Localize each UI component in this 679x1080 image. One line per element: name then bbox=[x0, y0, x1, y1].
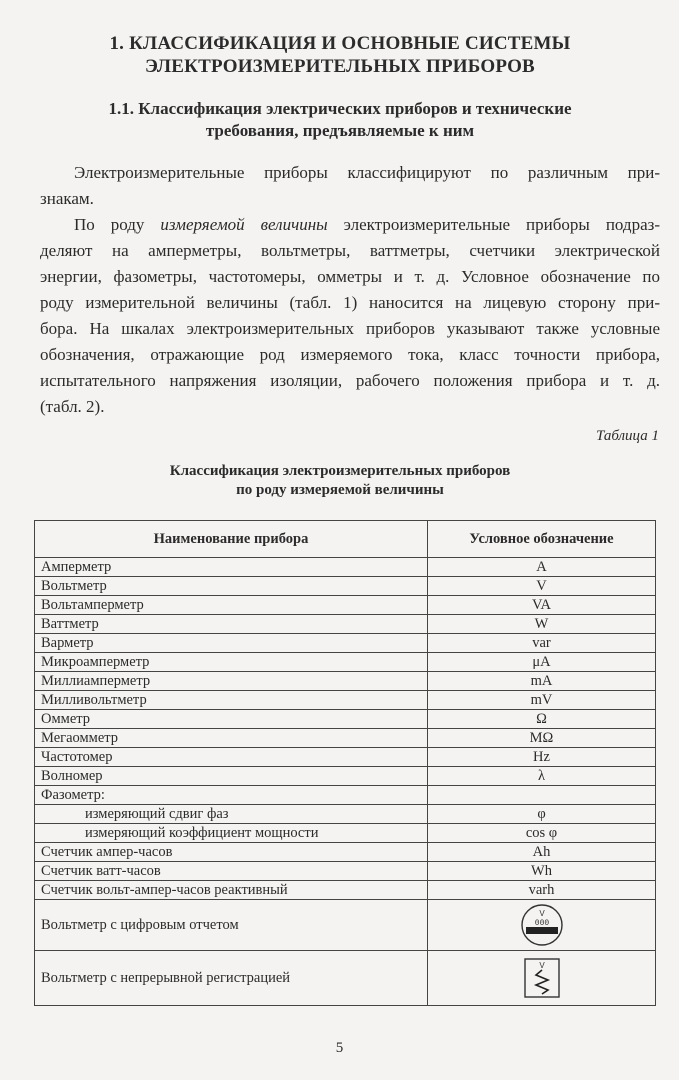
instrument-name: Частотомер bbox=[35, 748, 428, 767]
table-row bbox=[35, 672, 656, 691]
paragraph-2-line4: роду измерительной величины (табл. 1) наносится на лицевую сторону при- bbox=[40, 293, 660, 312]
paragraph-2-line1 bbox=[40, 212, 660, 238]
digital-voltmeter-name: Вольтметр с цифровым отчетом bbox=[35, 900, 428, 951]
table-row bbox=[35, 653, 656, 672]
paragraph-1-line1: Электроизмерительные приборы классифицируют по различным при- bbox=[74, 163, 660, 182]
paragraph-2-line5: бора. На шкалах электроизмерительных приборов указывают также условные bbox=[40, 319, 660, 338]
phasemeter-symbol-empty bbox=[428, 786, 656, 805]
table-row bbox=[35, 558, 656, 577]
table-row bbox=[35, 577, 656, 596]
subsection-heading bbox=[60, 98, 620, 142]
instrument-name: Омметр bbox=[35, 710, 428, 729]
phasemeter-cos-name: измеряющий коэффициент мощности bbox=[35, 824, 428, 843]
table-label: Таблица 1 bbox=[596, 428, 659, 444]
table-row bbox=[35, 843, 656, 862]
instrument-symbol: λ bbox=[428, 767, 656, 786]
instrument-name: Вольтметр bbox=[35, 577, 428, 596]
table-row bbox=[35, 748, 656, 767]
table-header-row bbox=[35, 521, 656, 558]
recording-icon-label: V bbox=[538, 961, 545, 970]
table-row bbox=[35, 729, 656, 748]
paragraph-2-line6: обозначения, отражающие род измеряемого тока, класс точности прибора, bbox=[40, 345, 660, 364]
page-number: 5 bbox=[335, 1040, 344, 1056]
digital-icon-label: V bbox=[538, 909, 545, 918]
table-row bbox=[35, 767, 656, 786]
table-body-meters bbox=[35, 843, 656, 900]
instrument-symbol: varh bbox=[428, 881, 656, 900]
paragraph-2-line1-pre: По роду bbox=[74, 215, 161, 234]
phasemeter-cos-symbol: cos φ bbox=[428, 824, 656, 843]
instrument-symbol: VA bbox=[428, 596, 656, 615]
instrument-symbol: Wh bbox=[428, 862, 656, 881]
instrument-name: Волномер bbox=[35, 767, 428, 786]
header-instrument-name: Наименование прибора bbox=[35, 521, 428, 558]
paragraph-2-line2: деляют на амперметры, вольтметры, ваттметры, счетчики электрической bbox=[40, 241, 660, 260]
instrument-symbol: μA bbox=[428, 653, 656, 672]
table-row bbox=[35, 596, 656, 615]
instrument-name: Счетчик ампер-часов bbox=[35, 843, 428, 862]
instrument-name: Милливольтметр bbox=[35, 691, 428, 710]
paragraph-2-line3: энергии, фазометры, частотомеры, омметры и т. д. Условное обозначение по bbox=[40, 267, 660, 286]
instrument-symbol: var bbox=[428, 634, 656, 653]
phasemeter-shift-name: измеряющий сдвиг фаз bbox=[35, 805, 428, 824]
phasemeter-shift-symbol: φ bbox=[428, 805, 656, 824]
instrument-symbol: mV bbox=[428, 691, 656, 710]
section-heading-line1: 1. КЛАССИФИКАЦИЯ И ОСНОВНЫЕ СИСТЕМЫ bbox=[109, 33, 571, 54]
section-heading-line2: ЭЛЕКТРОИЗМЕРИТЕЛЬНЫХ ПРИБОРОВ bbox=[145, 56, 535, 77]
table-row bbox=[35, 710, 656, 729]
paragraph-2 bbox=[40, 212, 660, 420]
instrument-name: Миллиамперметр bbox=[35, 672, 428, 691]
table-row bbox=[35, 615, 656, 634]
instrument-symbol: MΩ bbox=[428, 729, 656, 748]
instrument-name: Вольтамперметр bbox=[35, 596, 428, 615]
instrument-symbol: W bbox=[428, 615, 656, 634]
table-caption bbox=[60, 462, 620, 500]
table-row-phasemeter bbox=[35, 786, 656, 805]
table-row bbox=[35, 691, 656, 710]
paragraph-1-line2: знакам. bbox=[40, 189, 94, 208]
instrument-symbol: Hz bbox=[428, 748, 656, 767]
table-caption-line1: Классификация электроизмерительных приборов bbox=[169, 463, 511, 479]
instrument-name: Счетчик вольт-ампер-часов реактивный bbox=[35, 881, 428, 900]
emphasis-measured-quantity: измеряемой величины bbox=[160, 215, 328, 234]
digital-readout-icon bbox=[520, 903, 564, 947]
subsection-heading-line2: требования, предъявляемые к ним bbox=[205, 121, 475, 140]
table-row bbox=[35, 881, 656, 900]
table-row bbox=[35, 634, 656, 653]
instrument-name: Варметр bbox=[35, 634, 428, 653]
instrument-symbol: Ω bbox=[428, 710, 656, 729]
table-row-digital-voltmeter bbox=[35, 900, 656, 951]
paragraph-2-line7: испытательного напряжения изоляции, рабочего положения прибора и т. д. bbox=[40, 371, 660, 390]
instrument-name: Амперметр bbox=[35, 558, 428, 577]
digital-voltmeter-symbol bbox=[428, 900, 656, 951]
instrument-name: Микроамперметр bbox=[35, 653, 428, 672]
instrument-symbol: Ah bbox=[428, 843, 656, 862]
phasemeter-name: Фазометр: bbox=[35, 786, 428, 805]
instrument-table bbox=[34, 520, 656, 1006]
table-row bbox=[35, 862, 656, 881]
table-caption-line2: по роду измеряемой величины bbox=[236, 482, 444, 498]
digital-icon-display: 000 bbox=[534, 919, 549, 928]
instrument-name: Мегаомметр bbox=[35, 729, 428, 748]
subsection-heading-line1: 1.1. Классификация электрических приборов и технические bbox=[108, 99, 572, 118]
instrument-symbol: V bbox=[428, 577, 656, 596]
recording-chart-icon bbox=[522, 956, 562, 1000]
table-body-main bbox=[35, 558, 656, 786]
instrument-name: Ваттметр bbox=[35, 615, 428, 634]
instrument-name: Счетчик ватт-часов bbox=[35, 862, 428, 881]
instrument-symbol: A bbox=[428, 558, 656, 577]
paragraph-2-line1-post: электроизмерительные приборы подраз- bbox=[327, 215, 660, 234]
header-symbol: Условное обозначение bbox=[428, 521, 656, 558]
table-row-phasemeter-shift bbox=[35, 805, 656, 824]
instrument-symbol: mA bbox=[428, 672, 656, 691]
table-row-phasemeter-cos bbox=[35, 824, 656, 843]
table-row-recording-voltmeter bbox=[35, 951, 656, 1006]
section-heading bbox=[60, 32, 620, 78]
recording-voltmeter-symbol bbox=[428, 951, 656, 1006]
recording-voltmeter-name: Вольтметр с непрерывной регистрацией bbox=[35, 951, 428, 1006]
paragraph-1 bbox=[40, 160, 660, 212]
paragraph-2-line8: (табл. 2). bbox=[40, 397, 105, 416]
